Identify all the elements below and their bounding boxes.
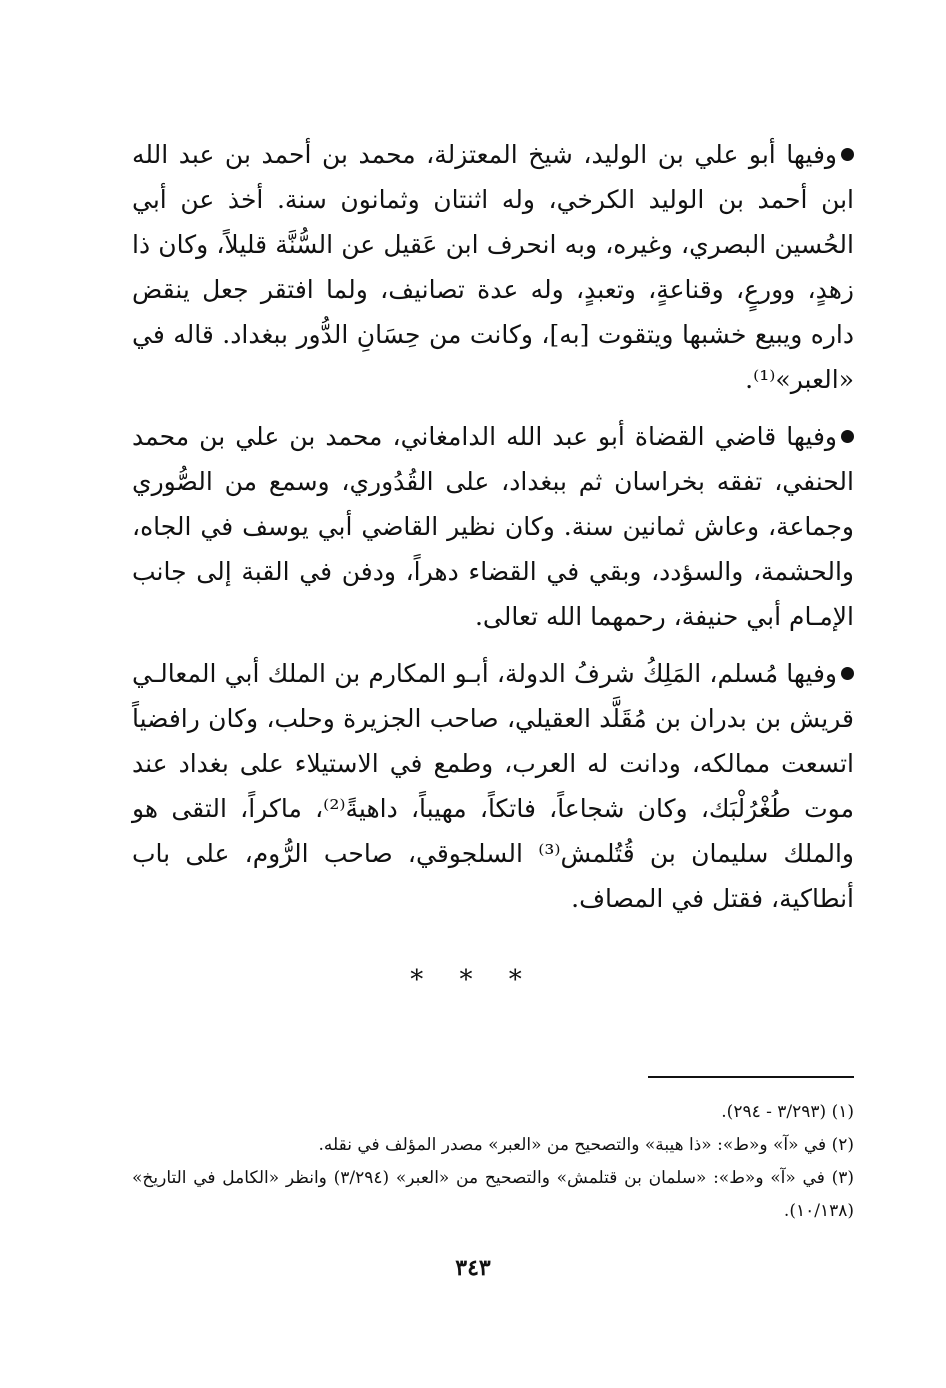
section-separator: * * * xyxy=(410,965,536,995)
footnote-1: (١) (٣/٢٩٣ - ٢٩٤). xyxy=(721,1102,854,1122)
footnotes xyxy=(132,1096,854,1228)
bullet-icon xyxy=(841,148,854,161)
main-text xyxy=(132,132,854,933)
bullet-icon xyxy=(841,667,854,680)
footnote-3: (٣) في «آ» و«ط»: «سلمان بن قتلمش» والتصحيح من «العبر» (٣/٢٩٤) وانظر «الكامل في التاريخ» (١٠/١٣٨). xyxy=(132,1168,854,1221)
footnote-2: (٢) في «آ» و«ط»: «ذا هيبة» والتصحيح من «العبر» مصدر المؤلف في نقله. xyxy=(318,1135,854,1155)
footnote-divider xyxy=(648,1076,854,1078)
paragraph-text: وفيها قاضي القضاة أبو عبد الله الدامغاني، محمد بن علي بن محمد الحنفي، تفقه بخراسان ثم ببغداد، على القُدُوري، وسمع من الصُّوري وجماعة، وعاش ثمانين سنة. وكان نظير القاضي أبي يوسف في الجاه، والحشمة، والسؤدد، وبقي في القضاء دهراً، ودفن في القبة إلى جانب الإمـام أبي حنيفة، رحمهما الله تعالى. xyxy=(132,422,854,631)
bullet-icon xyxy=(841,430,854,443)
paragraph-text: وفيها مُسلم، المَلِكُ شرفُ الدولة، أبـو المكارم بن الملك أبي المعالـي قريش بن بدران بن مُقَلَّد العقيلي، صاحب الجزيرة وحلب، وكان رافضياً اتسعت ممالكه، ودانت له العرب، وطمع في الاستيلاء على بغداد عند موت طُغْرُلْبَك، وكان شجاعاً، فاتكاً، مهيباً، داهيةً⁽²⁾، ماكراً، التقى هو والملك سليمان بن قُتُلمش⁽³⁾ السلجوقي، صاحب الرُّوم، على باب أنطاكية، فقتل في المصاف. xyxy=(132,659,854,913)
page-number: ٣٤٣ xyxy=(455,1255,491,1281)
paragraph-sharaf-al-dawla xyxy=(132,651,854,921)
paragraph-abu-ali-ibn-al-walid xyxy=(132,132,854,402)
paragraph-al-damaghani xyxy=(132,414,854,639)
paragraph-text: وفيها أبو علي بن الوليد، شيخ المعتزلة، محمد بن أحمد بن عبد الله ابن أحمد بن الوليد الكرخي، وله اثنتان وثمانون سنة. أخذ عن أبي الحُسين البصري، وغيره، وبه انحرف ابن عَقيل عن السُّنَّة قليلاً، وكان ذا زهدٍ، وورعٍ، وقناعةٍ، وتعبدٍ، وله عدة تصانيف، ولما افتقر جعل ينقض داره ويبيع خشبها ويتقوت [به]، وكانت من حِسَانِ الدُّور ببغداد. قاله في «العبر»⁽¹⁾. xyxy=(132,140,854,394)
